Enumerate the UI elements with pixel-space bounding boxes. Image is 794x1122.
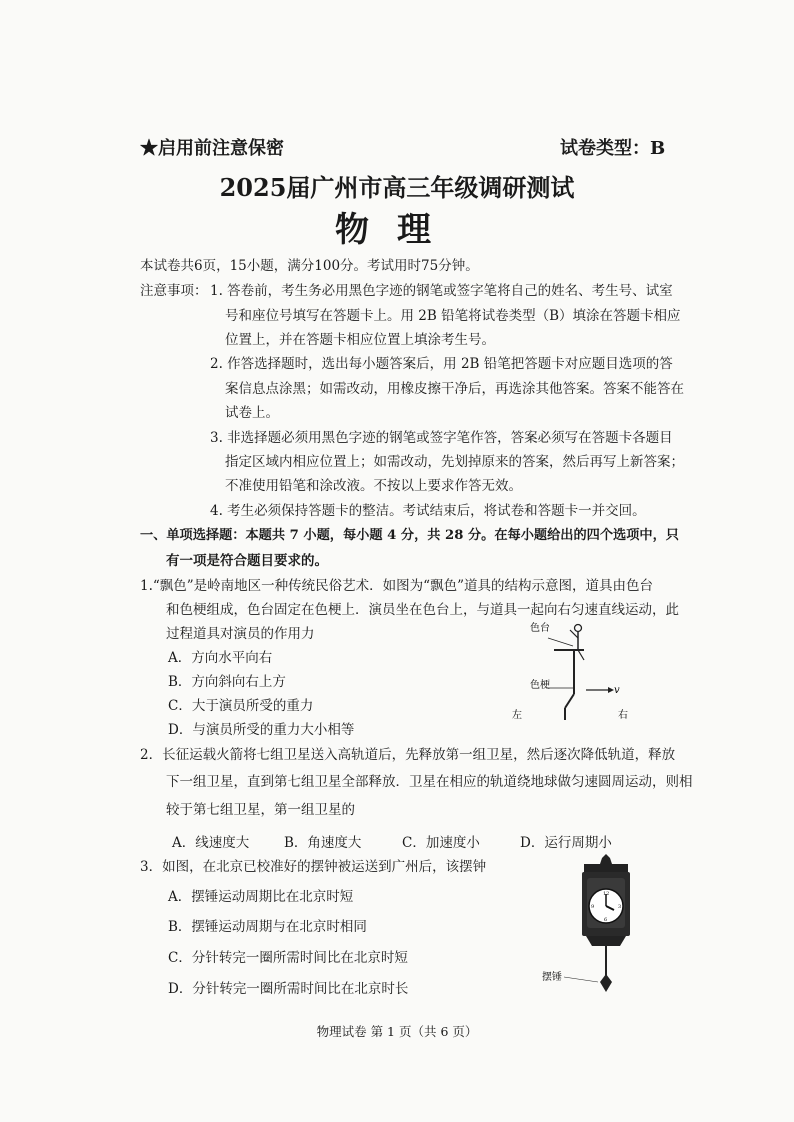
- note-line: 案信息点涂黑；如需改动，用橡皮擦干净后，再选涂其他答案。答案不能答在: [225, 381, 684, 397]
- q1-stem: 1.“飘色”是岭南地区一种传统民俗艺术．如图为“飘色”道具的结构示意图，道具由色台: [140, 578, 653, 594]
- q1-option-d: D．与演员所受的重力大小相等: [168, 722, 355, 738]
- q1-stem: 过程道具对演员的作用力: [166, 626, 315, 642]
- q3-stem: 3．如图，在北京已校准好的摆钟被运送到广州后，该摆钟: [140, 859, 487, 875]
- label-velocity: v: [614, 685, 620, 696]
- performer-head: [575, 625, 582, 632]
- intro-text: 本试卷共6页，15小题，满分100分。考试用时75分钟。: [140, 258, 479, 274]
- q3-option-a: A．摆锤运动周期比在北京时短: [168, 889, 354, 905]
- q1-option-c: C．大于演员所受的重力: [168, 698, 314, 714]
- q1-option-b: B．方向斜向右上方: [168, 674, 286, 690]
- note-line: 4. 考生必须保持答题卡的整洁。考试结束后，将试卷和答题卡一并交回。: [210, 503, 646, 519]
- paper-type-label: 试卷类型：B: [560, 138, 666, 159]
- section-heading: 一、单项选择题：本题共 7 小题，每小题 4 分，共 28 分。在每小题给出的四个选项中，只: [140, 528, 679, 543]
- label-bob: 摆锤: [542, 972, 562, 983]
- label-left: 左: [512, 710, 522, 721]
- notes-label: 注意事项：: [140, 283, 208, 299]
- note-line: 号和座位号填写在答题卡上。用 2B 铅笔将试卷类型（B）填涂在答题卡相应: [225, 308, 681, 324]
- note-line: 试卷上。: [225, 405, 279, 421]
- q2-option-b: B．角速度大: [284, 835, 362, 851]
- q2-stem: 下一组卫星，直到第七组卫星全部释放．卫星在相应的轨道绕地球做匀速圆周运动，则相: [166, 774, 693, 790]
- page-footer: 物理试卷 第 1 页（共 6 页）: [316, 1024, 478, 1039]
- note-line: 3. 非选择题必须用黑色字迹的钢笔或签字笔作答，答案必须写在答题卡各题目: [210, 430, 673, 446]
- q3-option-d: D．分针转完一圈所需时间比在北京时长: [168, 981, 409, 997]
- subject-title: 物理: [335, 210, 459, 250]
- svg-text:6: 6: [604, 917, 608, 923]
- label-segeng: 色梗: [530, 680, 550, 691]
- q2-option-a: A．线速度大: [172, 835, 250, 851]
- pendulum-clock-figure: [540, 854, 640, 994]
- svg-text:3: 3: [618, 904, 622, 910]
- note-line: 2. 作答选择题时，选出每小题答案后，用 2B 铅笔把答题卡对应题目选项的答: [210, 356, 673, 372]
- note-line: 不准使用铅笔和涂改液。不按以上要求作答无效。: [225, 478, 522, 494]
- q2-stem: 2．长征运载火箭将七组卫星送入高轨道后，先释放第一组卫星，然后逐次降低轨道，释放: [140, 747, 676, 763]
- note-line: 位置上，并在答题卡相应位置上填涂考生号。: [225, 332, 495, 348]
- q3-option-b: B．摆锤运动周期与在北京时相同: [168, 919, 367, 935]
- label-setai: 色台: [530, 623, 550, 634]
- label-right: 右: [618, 710, 628, 721]
- q2-option-c: C．加速度小: [402, 835, 480, 851]
- pendulum-bob: [600, 974, 612, 992]
- note-line: 指定区域内相应位置上；如需改动，先划掉原来的答案，然后再写上新答案；: [225, 454, 684, 470]
- q3-option-c: C．分针转完一圈所需时间比在北京时短: [168, 950, 408, 966]
- confidential-label: ★启用前注意保密: [140, 138, 284, 159]
- section-heading-cont: 有一项是符合题目要求的。: [166, 553, 328, 569]
- q1-stem: 和色梗组成，色台固定在色梗上．演员坐在色台上，与道具一起向右匀速直线运动，此: [166, 602, 679, 618]
- q2-stem: 较于第七组卫星，第一组卫星的: [166, 802, 355, 818]
- exam-title: 2025届广州市高三年级调研测试: [219, 173, 575, 202]
- svg-text:9: 9: [591, 904, 595, 910]
- q1-option-a: A．方向水平向右: [168, 650, 273, 666]
- note-line: 1. 答卷前，考生务必用黑色字迹的钢笔或签字笔将自己的姓名、考生号、试室: [210, 283, 673, 299]
- stem-bend: [565, 694, 574, 708]
- piaose-figure: [510, 616, 630, 722]
- q2-option-d: D．运行周期小: [520, 835, 612, 851]
- svg-text:12: 12: [603, 891, 610, 897]
